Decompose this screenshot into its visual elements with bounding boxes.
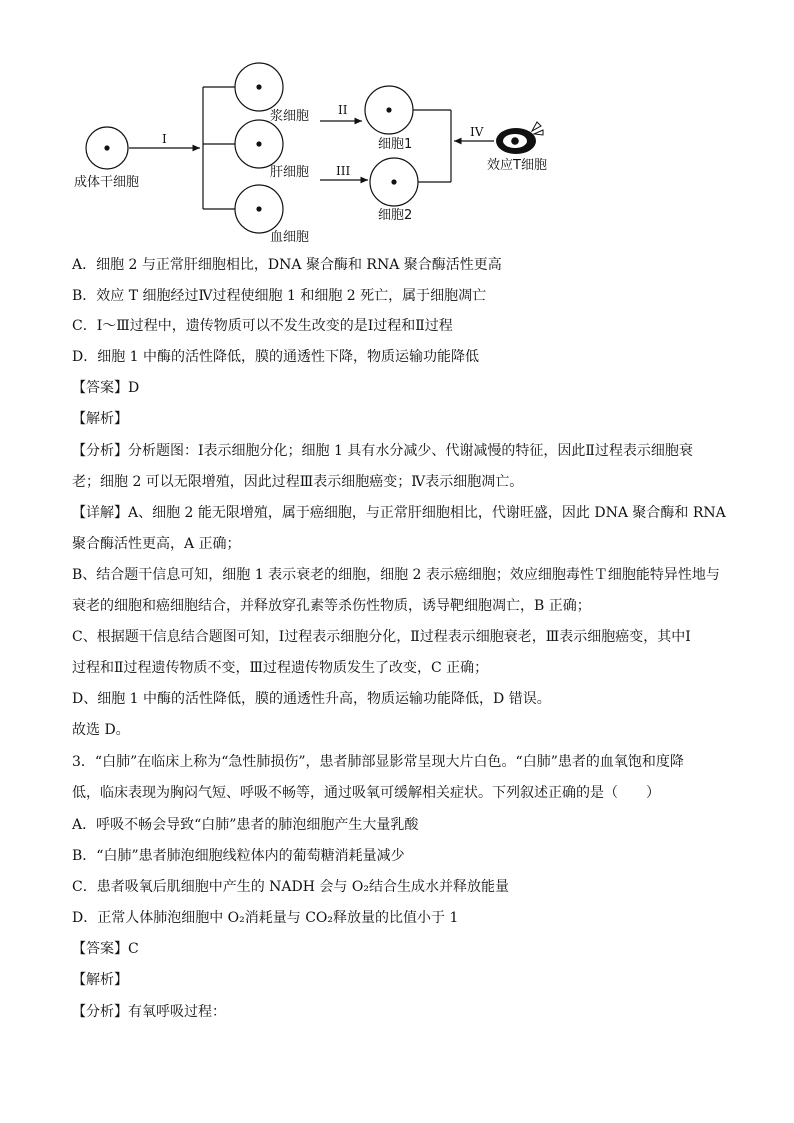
question-3-line-2: 低，临床表现为胸闷气短、呼吸不畅等，通过吸氧可缓解相关症状。下列叙述正确的是（ ） [72, 785, 660, 801]
q3-analysis-line: 【分析】有氧呼吸过程： [72, 1004, 226, 1020]
label-effector-t-cell: 效应T细胞 [487, 158, 547, 173]
effector-t-cell-icon [496, 122, 543, 154]
option-a: A．细胞 2 与正常肝细胞相比，DNA 聚合酶和 RNA 聚合酶活性更高 [72, 257, 502, 273]
label-stem-cell: 成体干细胞 [74, 175, 140, 190]
detail-line-6: 过程和Ⅱ过程遗传物质不变，Ⅲ过程遗传物质发生了改变，C 正确； [72, 660, 489, 676]
question-3-line-1: 3．“白肺”在临床上称为“急性肺损伤”，患者肺部显影常呈现大片白色。“白肺”患者的血氧饱和度降 [72, 754, 684, 770]
label-plasma-cell: 浆细胞 [270, 109, 310, 124]
label-process-III: III [336, 164, 351, 178]
q3-option-b: B．“白肺”患者肺泡细胞线粒体内的葡萄糖消耗量减少 [72, 848, 405, 864]
label-cell-1: 细胞1 [378, 137, 413, 152]
conclusion: 故选 D。 [72, 722, 130, 738]
detail-line-1: 【详解】A、细胞 2 能无限增殖，属于癌细胞，与正常肝细胞相比，代谢旺盛，因此 DNA 聚合酶和 RNA [72, 505, 726, 521]
option-c: C．Ⅰ～Ⅲ过程中，遗传物质可以不发生改变的是Ⅰ过程和Ⅱ过程 [72, 318, 453, 334]
detail-line-4: 衰老的细胞和癌细胞结合，并释放穿孔素等杀伤性物质，诱导靶细胞凋亡，B 正确； [72, 598, 591, 614]
q3-option-d: D．正常人体肺泡细胞中 O₂消耗量与 CO₂释放量的比值小于 1 [72, 910, 459, 926]
analysis-line-2: 老；细胞 2 可以无限增殖，因此过程Ⅲ表示细胞癌变；Ⅳ表示细胞凋亡。 [72, 474, 524, 490]
q3-option-c: C．患者吸氧后肌细胞中产生的 NADH 会与 O₂结合生成水并释放能量 [72, 879, 509, 895]
label-process-IV: IV [470, 125, 484, 139]
label-cell-2: 细胞2 [378, 208, 413, 223]
label-liver-cell: 肝细胞 [270, 165, 310, 180]
q3-answer: 【答案】C [72, 941, 139, 957]
label-blood-cell: 血细胞 [270, 230, 310, 245]
detail-line-5: C、根据题干信息结合题图可知，Ⅰ过程表示细胞分化，Ⅱ过程表示细胞衰老，Ⅲ表示细胞癌变，其中Ⅰ [72, 629, 691, 645]
cell-differentiation-diagram [0, 0, 794, 250]
q3-option-a: A．呼吸不畅会导致“白肺”患者的肺泡细胞产生大量乳酸 [72, 817, 419, 833]
analysis-heading: 【解析】 [72, 411, 128, 427]
detail-line-3: B、结合题干信息可知，细胞 1 表示衰老的细胞，细胞 2 表示癌细胞；效应细胞毒性Ｔ细胞能特异性地与 [72, 567, 720, 583]
q3-analysis-heading: 【解析】 [72, 972, 128, 988]
label-process-II: II [338, 103, 348, 117]
answer-label: 【答案】D [72, 380, 140, 396]
detail-line-7: D、细胞 1 中酶的活性降低，膜的通透性升高，物质运输功能降低，D 错误。 [72, 691, 551, 707]
label-process-I: I [162, 132, 167, 146]
option-b: B．效应 T 细胞经过Ⅳ过程使细胞 1 和细胞 2 死亡，属于细胞凋亡 [72, 288, 487, 304]
option-d: D．细胞 1 中酶的活性降低，膜的通透性下降，物质运输功能降低 [72, 349, 480, 365]
analysis-line-1: 【分析】分析题图：Ⅰ表示细胞分化；细胞 1 具有水分减少、代谢减慢的特征，因此Ⅱ过程表示细胞衰 [72, 443, 693, 459]
detail-line-2: 聚合酶活性更高，A 正确； [72, 536, 241, 552]
